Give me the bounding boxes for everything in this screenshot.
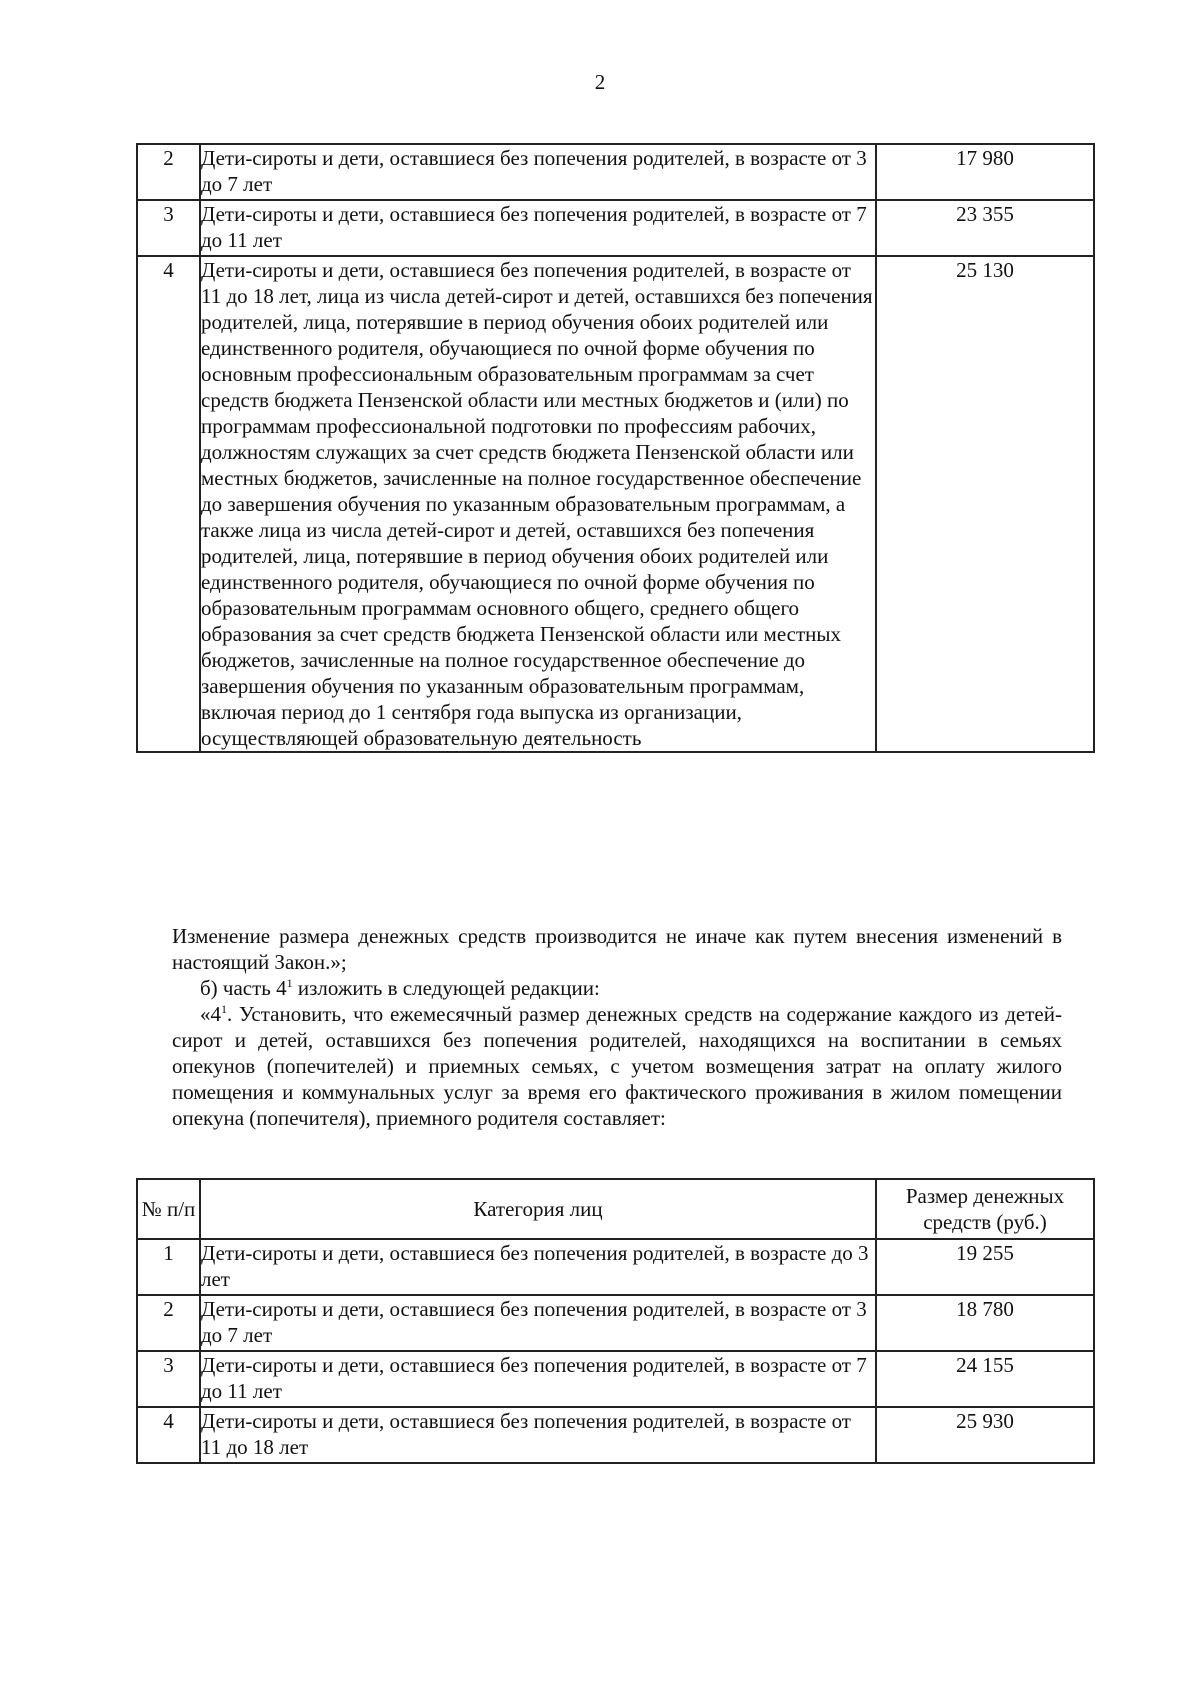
row-amount: 24 155 [876, 1351, 1094, 1407]
allowance-table-new [136, 1178, 1095, 1464]
paragraph-part-4-1: б) часть $4^1$ изложить в следующей редакции: [200, 976, 600, 1000]
paragraph-change-note: Изменение размера денежных средств производится не иначе как путем внесения изменений в настоящий Закон.»; [172, 924, 1062, 974]
header-amount: Размер денежных средств (руб.) [876, 1179, 1094, 1239]
row-amount: 25 930 [876, 1407, 1094, 1463]
table-row [137, 256, 1094, 752]
row-amount: 18 780 [876, 1295, 1094, 1351]
row-category: Дети-сироты и дети, оставшиеся без попечения родителей, в возрасте от 3 до 7 лет [200, 1295, 876, 1351]
row-number: 3 [137, 1351, 200, 1407]
row-category: Дети-сироты и дети, оставшиеся без попечения родителей, в возрасте от 11 до 18 лет [200, 1407, 876, 1463]
table-row [137, 1407, 1094, 1463]
allowance-table-continued [136, 143, 1095, 753]
table-row [137, 200, 1094, 256]
header-category: Категория лиц [200, 1179, 876, 1239]
row-amount: 19 255 [876, 1239, 1094, 1295]
row-number: 4 [137, 1407, 200, 1463]
table-header-row [137, 1179, 1094, 1239]
paragraph-establish: «$4^1$. Установить, что ежемесячный размер денежных средств на содержание каждого из детей-сирот и детей, оставшихся без попечения родителей, находящихся на воспитании в семьях опекунов (попечителей) и приемных семьях, с учетом возмещения затрат на оплату жилого помещения и коммунальных услуг за время его фактического проживания в жилом помещении опекуна (попечителя), приемного родителя составляет: [172, 1002, 1062, 1130]
row-category: Дети-сироты и дети, оставшиеся без попечения родителей, в возрасте до 3 лет [200, 1239, 876, 1295]
row-number: 2 [137, 144, 200, 200]
table-row [137, 1239, 1094, 1295]
row-number: 2 [137, 1295, 200, 1351]
table-row [137, 144, 1094, 200]
row-number: 1 [137, 1239, 200, 1295]
amendment-text [172, 923, 1062, 1131]
row-category: Дети-сироты и дети, оставшиеся без попечения родителей, в возрасте от 7 до 11 лет [200, 200, 876, 256]
table-row [137, 1295, 1094, 1351]
table-row [137, 1351, 1094, 1407]
row-amount: 25 130 [876, 256, 1094, 752]
row-number: 4 [137, 256, 200, 752]
row-category: Дети-сироты и дети, оставшиеся без попечения родителей, в возрасте от 11 до 18 лет, лица из числа детей-сирот и детей, оставшихся без попечения родителей, лица, потерявшие в период обучения обоих родителей или единственного родителя, обучающиеся по очной форме обучения по основным профессиональным образовательным программам за счет средств бюджета Пензенской области или местных бюджетов и (или) по программам профессиональной подготовки по профессиям рабочих, должностям служащих за счет средств бюджета Пензенской области или местных бюджетов, зачисленные на полное государственное обеспечение до завершения обучения по указанным образовательным программам, а также лица из числа детей-сирот и детей, оставшихся без попечения родителей, лица, потерявшие в период обучения обоих родителей или единственного родителя, обучающиеся по очной форме обучения по образовательным программам основного общего, среднего общего образования за счет средств бюджета Пензенской области или местных бюджетов, зачисленные на полное государственное обеспечение до завершения обучения по указанным образовательным программам, включая период до 1 сентября года выпуска из организации, осуществляющей образовательную деятельность [200, 256, 876, 752]
row-category: Дети-сироты и дети, оставшиеся без попечения родителей, в возрасте от 7 до 11 лет [200, 1351, 876, 1407]
header-number: № п/п [137, 1179, 200, 1239]
row-number: 3 [137, 200, 200, 256]
row-amount: 17 980 [876, 144, 1094, 200]
row-amount: 23 355 [876, 200, 1094, 256]
row-category: Дети-сироты и дети, оставшиеся без попечения родителей, в возрасте от 3 до 7 лет [200, 144, 876, 200]
page-number: 2 [594, 70, 606, 94]
